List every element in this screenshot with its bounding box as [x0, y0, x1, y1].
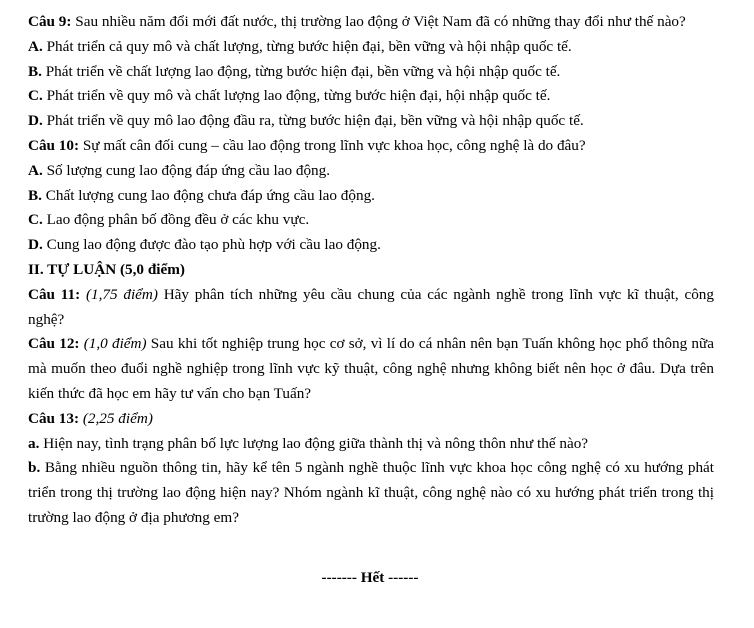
part-letter: b. [28, 459, 41, 477]
option-text: Lao động phân bố đồng đều ở các khu vực. [42, 211, 310, 229]
option-d [28, 233, 714, 258]
option-letter: A. [28, 37, 43, 55]
option-text: Cung lao động được đào tạo phù hợp với cầu lao động. [42, 236, 381, 254]
question-13 [28, 407, 714, 432]
option-c [28, 208, 714, 233]
question-label: Câu 10: [28, 136, 80, 154]
end-marker: ------- Hết ------ [321, 569, 419, 586]
section-title: II. TỰ LUẬN (5,0 điểm) [28, 260, 185, 278]
option-letter: D. [28, 236, 43, 254]
question-points: (2,25 điểm) [79, 409, 153, 427]
option-b [28, 60, 714, 85]
option-a [28, 35, 714, 60]
option-letter: C. [28, 87, 43, 105]
question-text: Sau nhiều năm đổi mới đất nước, thị trường lao động ở Việt Nam đã có những thay đổi như thế nào? [71, 13, 686, 30]
question-points: (1,75 điểm) [80, 285, 158, 303]
question-12 [28, 332, 714, 406]
question-11 [28, 283, 714, 333]
question-text: Hãy phân tích những yêu cầu chung của các ngành nghề trong lĩnh vực kĩ thuật, công nghệ? [28, 285, 714, 328]
option-text: Phát triển về quy mô lao động đầu ra, từng bước hiện đại, bền vững và hội nhập quốc tế. [42, 112, 584, 130]
question-label: Câu 9: [28, 13, 72, 30]
option-text: Phát triển cả quy mô và chất lượng, từng bước hiện đại, bền vững và hội nhập quốc tế. [42, 37, 572, 55]
exam-page [28, 10, 714, 531]
question-text: Sau khi tốt nghiệp trung học cơ sở, vì lí do cá nhân nên bạn Tuấn không học phổ thông nữa mà muốn theo đuổi nghề nghiệp trong lĩnh vực kỹ thuật, công nghệ nhưng không biết nên học ở đâu. Dựa trên kiến thức đã học em hãy tư vấn cho bạn Tuấn? [28, 335, 714, 402]
part-text: Bằng nhiều nguồn thông tin, hãy kể tên 5 ngành nghề thuộc lĩnh vực khoa học công nghệ có xu hướng phát triển trong thị trường lao động hiện nay? Nhóm ngành kĩ thuật, công nghệ nào có xu hướng phát triển trong thị trường lao động ở địa phương em? [28, 459, 714, 526]
option-a [28, 159, 714, 184]
question-13-part-a [28, 432, 714, 457]
option-letter: D. [28, 112, 43, 130]
option-c [28, 84, 714, 109]
question-label: Câu 13: [28, 409, 80, 427]
option-letter: C. [28, 211, 43, 229]
option-text: Phát triển về chất lượng lao động, từng bước hiện đại, bền vững và hội nhập quốc tế. [41, 62, 561, 80]
option-text: Chất lượng cung lao động chưa đáp ứng cầu lao động. [41, 186, 375, 204]
question-label: Câu 12: [28, 335, 80, 353]
option-letter: B. [28, 186, 42, 204]
question-label: Câu 11: [28, 285, 81, 303]
option-text: Số lượng cung lao động đáp ứng cầu lao động. [42, 161, 331, 179]
option-b [28, 184, 714, 209]
question-10 [28, 134, 714, 159]
question-text: Sự mất cân đối cung – cầu lao động trong lĩnh vực khoa học, công nghệ là do đâu? [79, 136, 586, 154]
question-points: (1,0 điểm) [79, 335, 147, 353]
option-d [28, 109, 714, 134]
part-text: Hiện nay, tình trạng phân bố lực lượng lao động giữa thành thị và nông thôn như thế nào? [39, 434, 589, 452]
question-13-part-b [28, 456, 714, 530]
option-letter: A. [28, 161, 43, 179]
option-letter: B. [28, 62, 42, 80]
option-text: Phát triển về quy mô và chất lượng lao động, từng bước hiện đại, hội nhập quốc tế. [42, 87, 551, 105]
part-letter: a. [28, 434, 40, 452]
question-9 [28, 10, 714, 35]
